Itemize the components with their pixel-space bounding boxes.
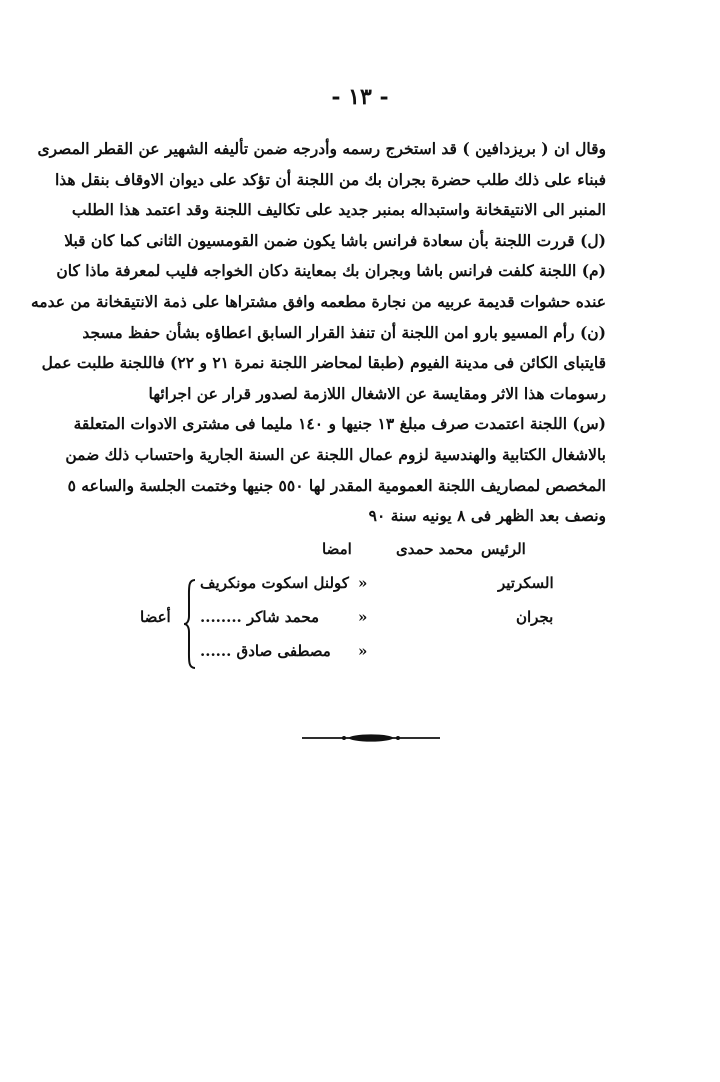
ditto-mark: « xyxy=(358,642,368,660)
text-line: (ن) رأم المسيو بارو امن اللجنة أن تنفذ القرار السابق اعطاؤه بشأن حفظ مسجد xyxy=(82,322,606,342)
paragraph-item-sin xyxy=(65,409,606,531)
paragraph-item-nun xyxy=(41,318,606,410)
text-line: بالاشغال الكتابية والهندسية لزوم عمال اللجنة عن السنة الجارية واحتساب ذلك ضمن xyxy=(65,444,606,464)
secretary-title: السكرتير xyxy=(498,574,554,592)
paragraph-intro xyxy=(37,134,606,226)
member-name: كولنل اسكوت مونكريف xyxy=(200,574,349,592)
text-line: المخصص لمصاريف اللجنة العمومية المقدر لها ٥٥٠ جنيها وختمت الجلسة والساعه ٥ xyxy=(67,475,606,495)
ditto-mark: « xyxy=(358,608,368,626)
signature-block xyxy=(0,540,720,670)
president-name: محمد حمدى xyxy=(396,540,474,558)
text-line: قايتباى الكائن فى مدينة الفيوم (طبقا لمحاضر اللجنة نمرة ٢١ و ٢٢) فاللجنة طلبت عمل xyxy=(41,353,606,373)
text-line: عنده حشوات قديمة عربيه من نجارة مطعمه وافق مشتراها على ذمة الانتيقخانة من عدمه xyxy=(30,291,606,311)
end-ornament xyxy=(302,732,440,744)
text-line: (م) اللجنة كلفت فرانس باشا وبجران بك بمعاينة دكان الخواجه فليب لمعرفة ماذا كان xyxy=(56,261,606,281)
members-brace xyxy=(183,578,197,670)
members-label: أعضا xyxy=(140,608,171,626)
text-line: رسومات هذا الاثر ومقايسة عن الاشغال اللازمة لصدور قرار عن اجرائها xyxy=(148,383,606,403)
member-name: محمد شاكر ........ xyxy=(200,608,320,626)
ditto-mark: « xyxy=(358,574,368,592)
text-line: (س) اللجنة اعتمدت صرف مبلغ ١٣ جنيها و ١٤٠ مليما فى مشترى الادوات المتعلقة xyxy=(73,414,606,434)
member-name: مصطفى صادق ...... xyxy=(200,642,331,660)
president-title: الرئيس xyxy=(481,540,526,558)
secretary-name: بجران xyxy=(516,608,554,626)
minutes-body xyxy=(30,134,606,532)
imda-label: امضا xyxy=(322,540,352,558)
paragraph-item-lam xyxy=(64,226,606,257)
text-line: فبناء على ذلك طلب حضرة بجران بك من اللجنة أن تؤكد على ديوان الاوقاف بنقل هذا xyxy=(54,169,606,189)
page-number: - ١٣ - xyxy=(331,84,389,110)
text-line: (ل) قررت اللجنة بأن سعادة فرانس باشا يكون ضمن القومسيون الثانى كما كان قبلا xyxy=(64,230,606,250)
paragraph-item-mim xyxy=(30,256,606,317)
text-line: المنبر الى الانتيقخانة واستبداله بمنبر جديد على تكاليف اللجنة وقد اعتمد هذا الطلب xyxy=(71,200,606,220)
text-line: ونصف بعد الظهر فى ٨ يونيه سنة ٩٠ xyxy=(368,506,606,526)
text-line: وقال ان ( بريزدافين ) قد استخرج رسمه وأدرجه ضمن تأليفه الشهير عن القطر المصرى xyxy=(37,139,606,158)
